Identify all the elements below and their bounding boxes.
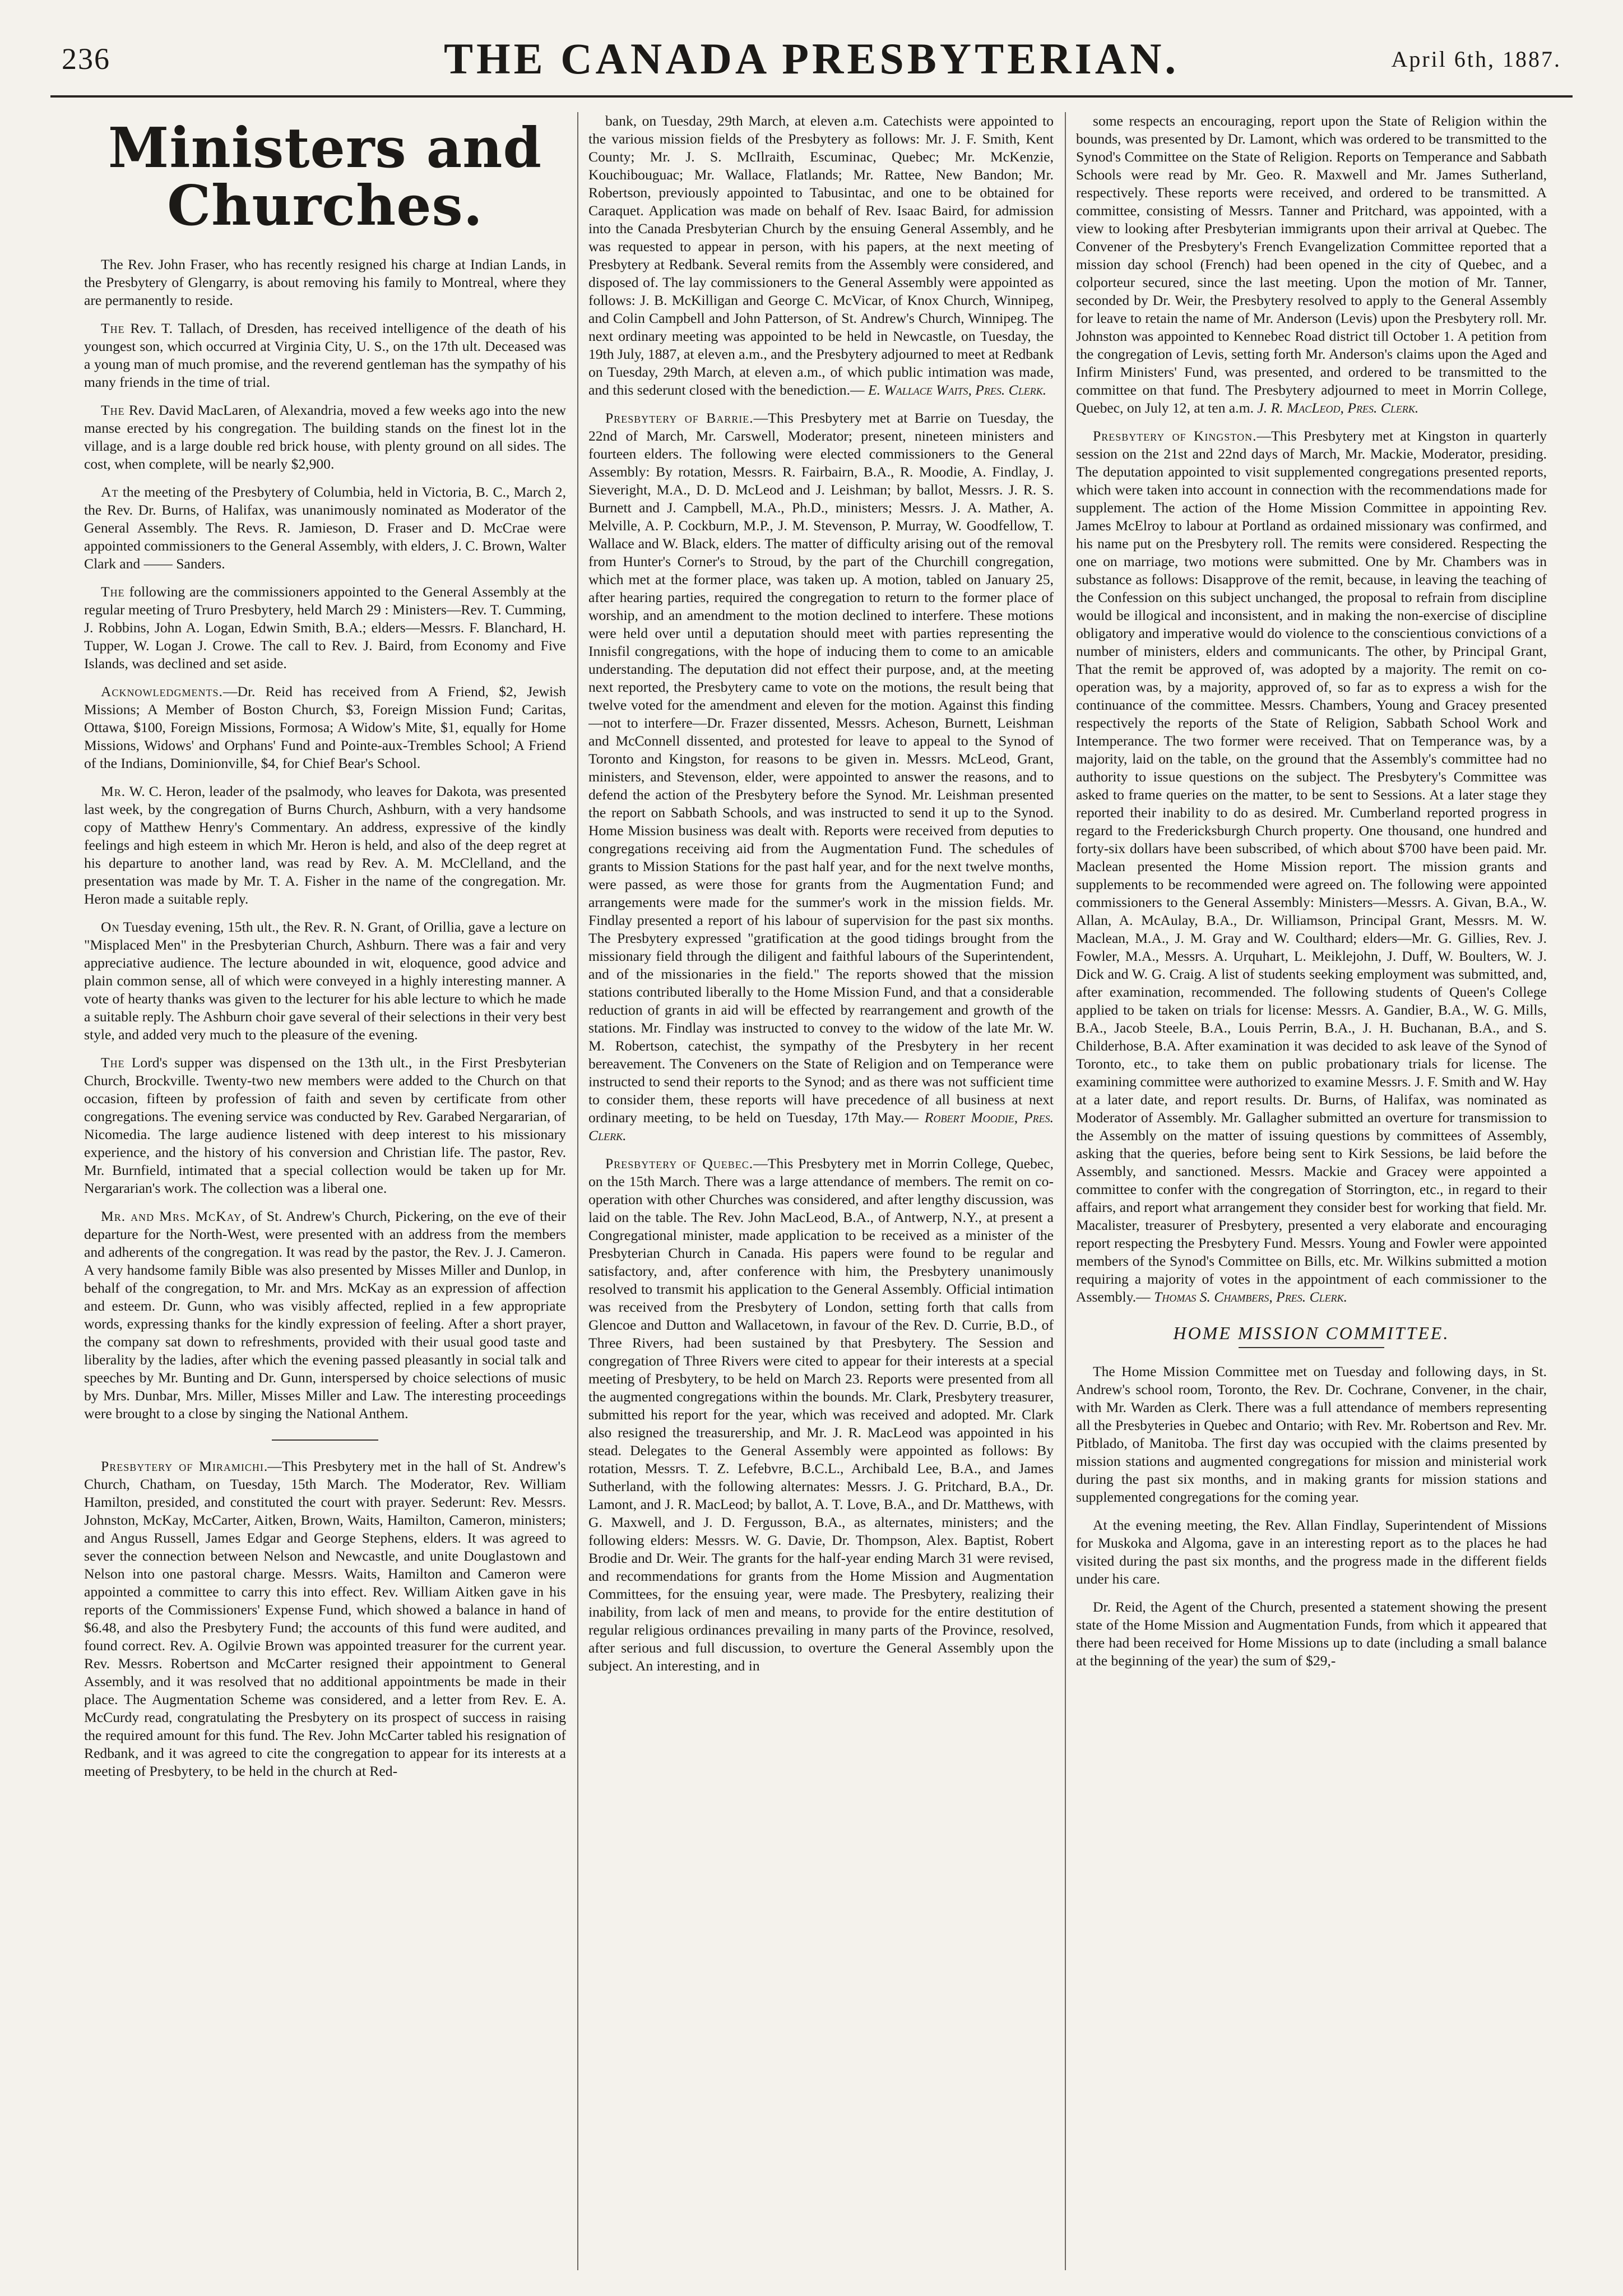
paragraph-text: Dr. Reid, the Agent of the Church, presented a statement showing the present state of the Home Mission and Augmentation Funds, from which it appeared that there had been received for Home Missions up to date (including a small balance at the beginning of the year) the sum of $29,- [1076, 1599, 1547, 1669]
column-divider [1065, 112, 1066, 2270]
column-1 [84, 112, 566, 2276]
news-paragraph [1076, 427, 1547, 1306]
news-paragraph [84, 783, 566, 908]
news-paragraph [84, 1054, 566, 1197]
paragraph-text: .—This Presbytery met in the hall of St. Andrew's Church, Chatham, on Tuesday, 15th March. The Moderator, Rev. William Hamilton, presided, and constituted the court with prayer. Sederunt: Rev. Messrs. Johnston, McKay, McCarter, Aitken, Brown, Waits, Hamilton, Cameron, ministers; and Angus Russell, James Edgar and George Stephens, elders. It was agreed to sever the connection between Nelson and Newcastle, and unite Douglastown and Nelson into one pastoral charge. Messrs. Waits, Hamilton and Cameron were appointed a committee to carry this into effect. Rev. William Aitken gave in his reports of the Commissioners' Expense Fund, which showed a balance in hand of $6.48, and also the Presbytery Fund; the accounts of this fund were audited, and found correct. Rev. A. Ogilvie Brown was appointed treasurer for the current year. Rev. Messrs. Robertson and McCarter resigned their appointment to General Assembly, and it was resolved that no additional appointments be made in their place. The Augmentation Scheme was considered, and a letter from Rev. E. A. McCurdy read, congratulating the Presbytery on its prospect of success in raising the required amount for this fund. The Rev. John McCarter tabled his resignation of Redbank, and it was agreed to cite the congregation to appear for its interests at a meeting of Presbytery, to be held in the church at Red- [84, 1457, 566, 1779]
paragraph-text: the meeting of the Presbytery of Columbia, held in Victoria, B. C., March 2, the Rev. Dr. Burns, of Halifax, was unanimously nominated as Moderator of the General Assembly. The Revs. R. Jamieson, D. Fraser and D. McCrae were appointed commissioners to the General Assembly, with elders, J. C. Brown, Walter Clark and —— Sanders. [84, 483, 566, 572]
column-2 [588, 112, 1054, 2276]
column-3 [1076, 112, 1547, 2276]
paragraph-lead: Presbytery of Miramichi [101, 1457, 264, 1474]
issue-date: April 6th, 1887. [1391, 47, 1561, 72]
paragraph-text: some respects an encouraging, report upon the State of Religion within the bounds, was presented by Dr. Lamont, which was ordered to be transmitted to the Synod's Committee on the State of Religion. Reports on Temperance and Sabbath Schools were read by Mr. Geo. R. Maxwell and Mr. James Sutherland, respectively. These reports were received, and ordered to be transmitted. A committee, consisting of Messrs. Tanner and Pritchard, was appointed, with a view to looking after Presbyterian immigrants upon their arrival at Quebec. The Convener of the Presbytery's French Evangelization Committee reported that a mission day school (French) had been opened in the city of Quebec, and a colporteur secured, since the last meeting. Upon the motion of Mr. Tanner, seconded by Dr. Weir, the Presbytery resolved to apply to the General Assembly for leave to retain the name of Mr. Anderson (Levis) upon the Presbytery roll. Mr. Johnston was appointed to Kennebec Road district till October 1. A petition from the congregation of Levis, setting forth Mr. Anderson's claims upon the Aged and Infirm Ministers' Fund, was presented, and ordered to be transmitted to the committee on that fund. The Presbytery adjourned to meet in Morrin College, Quebec, on July 12, at ten a.m. [1076, 113, 1547, 416]
paragraph-lead: The [101, 1054, 125, 1071]
paragraph-text: The Home Mission Committee met on Tuesday and following days, in St. Andrew's school room, Toronto, the Rev. Dr. Cochrane, Convener, in the chair, with Mr. Warden as Clerk. There was a full attendance of members representing all the Presbyteries in Quebec and Ontario; with Rev. Mr. Robertson and Rev. Mr. Pitblado, of Manitoba. The first day was occupied with the claims presented by mission stations and augmented congregations for mission and ministerial work during the past six months, and in making grants for mission stations and supplemented congregations for the coming year. [1076, 1363, 1547, 1505]
paragraph-text: Rev. T. Tallach, of Dresden, has received intelligence of the death of his youngest son, which occurred at Virginia City, U. S., on the 17th ult. Deceased was a young man of much promise, and the reverend gentleman has the sympathy of his many friends in the time of trial. [84, 320, 566, 390]
news-paragraph [84, 483, 566, 573]
news-paragraph [588, 1155, 1054, 1675]
paragraph-text: following are the commissioners appointed to the General Assembly at the regular meeting of Truro Presbytery, held March 29 : Ministers—Rev. T. Cumming, J. Robbins, John A. Logan, Edwin Smith, B.A.; elders—Messrs. F. Blanchard, H. Tupper, W. Logan J. Crowe. The call to Rev. J. Baird, from Economy and Five Islands, was declined and set aside. [84, 583, 566, 672]
paragraph-text: bank, on Tuesday, 29th March, at eleven a.m. Catechists were appointed to the various mission fields of the Presbytery as follows: Mr. J. F. Smith, Kent County; Mr. J. S. McIlraith, Escuminac, Quebec; Mr. McKenzie, Kouchibouguac; Mr. Wallace, Flatlands; Mr. Rattee, New Bandon; Mr. Robertson, previously appointed to Tabusintac, and one to be obtained for Caraquet. Application was made on behalf of Rev. Isaac Baird, for admission into the Canada Presbyterian Church by the ensuing General Assembly, and he was requested to appear in person, with his papers, at the next meeting of Presbytery at Redbank. Several remits from the Assembly were considered, and disposed of. The lay commissioners to the General Assembly were appointed as follows: J. B. McKilligan and George C. McVicar, of Knox Church, Winnipeg, and Colin Campbell and John Patterson, of St. Andrew's Church, Winnipeg. The next ordinary meeting was appointed to be held in Newcastle, on Tuesday, the 19th July, 1887, at eleven a.m., and the Presbytery adjourned to meet at Redbank on Tuesday, 29th March, at eleven a.m., of which public intimation was made, and this sederunt closed with the benediction.— [588, 113, 1054, 398]
news-paragraph [84, 1457, 566, 1780]
clerk-signature: J. R. MacLeod, Pres. Clerk. [1257, 400, 1419, 416]
paragraph-text: —This Presbytery met at Kingston in quarterly session on the 21st and 22nd days of March, Mr. Mackie, Moderator, presiding. The deputation appointed to visit supplemented congregations presented reports, which were taken into account in connection with the recommendations made for supplement. The action of the Home Mission Committee in appointing Rev. James McElroy to labour at Portland as ordained missionary was confirmed, and his name put on the Presbytery roll. The remits were considered. Respecting the one on marriage, two motions were submitted. One by Mr. Chambers was in substance as follows: Disapprove of the remit, because, in leaving the teaching of the Confession on this subject unchanged, the proposal to refrain from discipline would be illogical and inconsistent, and in making the non-exercise of discipline obligatory and imperative would do violence to the conscientious convictions of a number of ministers, elders and communicants. The other, by Principal Grant, That the remit be approved of, was adopted by a majority. The remit on co-operation was, by a majority, approved of, so far as to express a wish for the continuance of the committee. Messrs. Chambers, Young and Gracey presented respectively the reports of the State of Religion, Sabbath School Work and Intemperance. The two former were received. That on Temperance was, by a majority, laid on the table, on the ground that the Assembly's committee had no authority to issue questions on the subject. The Presbytery's Committee was asked to frame queries on the matter, to be sent to Sessions. At a later stage they reported their inability to do as desired. Mr. Cumberland reported progress in regard to the Fredericksburgh Church property. One thousand, one hundred and forty-six dollars have been subscribed, of which about $700 have been paid. Mr. Maclean presented the Home Mission report. The mission grants and supplements to be recommended were agreed on. The following were appointed commissioners to the General Assembly: Ministers—Messrs. A. Givan, B.A., W. Allan, A. McAulay, B.A., Dr. Williamson, Principal Grant, Messrs. M. W. Maclean, M.A., J. M. Gray and W. Coulthard; elders—Mr. G. Gillies, Rev. J. Fowler, M.A., Messrs. A. Urquhart, L. Meiklejohn, J. Duff, W. Boulters, W. J. Dick and W. G. Craig. A list of students seeking employment was submitted, and, after examination, recommended. The following students of Queen's College applied to be taken on trials for license: Messrs. A. Gandier, B.A., W. G. Mills, B.A., Jacob Steele, B.A., Louis Perrin, B.A., J. H. Buchanan, B.A., and S. Childerhose, B.A. After examination it was decided to ask leave of the Synod of Toronto, etc., to take them on public probationary trials for license. The examining committee were authorized to examine Messrs. J. F. Smith and W. Hay at a later date, and report results. Dr. Burns, of Halifax, was nominated as Moderator of Assembly. Mr. Gallagher submitted an overture for transmission to the Assembly on the matter of issuing questions by committees of Assembly, asking that the queries, before being sent to Kirk Sessions, be laid before the Assembly, and sanctioned. Messrs. Mackie and Gracey were appointed a committee to confer with the congregation of Storrington, etc., in regard to their affairs, and report what arrangement they consider best for working that field. Mr. Macalister, treasurer of Presbytery, presented a very elaborate and encouraging report respecting the Presbytery Fund. Messrs. Young and Fowler were appointed members of the Synod's Committee on Bills, etc. Mr. Wilkins submitted a motion requiring a majority of votes in the appointment of each commissioner to the Assembly.— [1076, 428, 1547, 1305]
paragraph-lead: Presbytery of Quebec. [605, 1155, 754, 1172]
paragraph-text: —This Presbytery met at Barrie on Tuesday, the 22nd of March, Mr. Carswell, Moderator; present, nineteen ministers and fourteen elders. The following were elected commissioners to the General Assembly: By rotation, Messrs. R. Fairbairn, B.A., R. Moodie, A. Findlay, J. Sieveright, M.A., D. D. McLeod and J. Leishman; by ballot, Messrs. J. R. S. Burnett and J. Campbell, M.A., Ph.D., ministers; Messrs. J. A. Mather, A. Melville, A. P. Cockburn, M.P., J. M. Stevenson, P. Murray, W. Goodfellow, T. Wallace and W. Black, elders. The matter of difficulty arising out of the removal from Hunter's Corner's to Stroud, by the part of the Churchill congregation, which met at the former place, was taken up. A motion, tabled on January 25, after hearing parties, required the congregation to return to the former place of worship, and an amendment to the motion declined to interfere. These motions were held over until a deputation should meet with parties representing the Innisfil congregations, with the hope of inducing them to come to an amicable understanding. The deputation did not effect their purpose, and, at the meeting next reported, the Presbytery came to vote on the motions, the result being that twelve voted for the amendment and eleven for the motion. Against this finding—not to interfere—Dr. Frazer dissented, Messrs. Acheson, Burnett, Leishman and McConnell dissented, and protested for leave to appeal to the Synod of Toronto and Kingston, for reasons to be given in. Messrs. McLeod, Grant, ministers, and Stevenson, elder, were appointed to answer the reasons, and to defend the action of the Presbytery before the Synod. Mr. Leishman presented the report on Sabbath Schools, and was instructed to send it up to the Synod. Home Mission business was dealt with. Reports were received from deputies to congregations receiving aid from the Augmentation Fund. The schedules of grants to Mission Stations for the past half year, and for the next twelve months, were passed, as were those for grants from the Augmentation Fund; and arrangements were made for the summer's work in the mission fields. Mr. Findlay presented a report of his labour of supervision for the past six months. The Presbytery expressed "gratification at the good tidings brought from the missionary field through the diligent and faithful labours of the Superintendent, and of the missionaries in the field." The reports showed that the mission stations contributed liberally to the Home Mission Fund, and that a considerable reduction of grants in aid will be effected by rearrangement and growth of the stations. Mr. Findlay was instructed to convey to the widow of the late Mr. W. M. Robertson, catechist, the sympathy of the Presbytery in her recent bereavement. The Conveners on the State of Religion and on Temperance were instructed to send their reports to the Synod; and as there was not sufficient time to consider them, these reports will have precedence of all business at next ordinary meeting, to be held on Tuesday, 17th May.— [588, 410, 1054, 1126]
news-paragraph [84, 320, 566, 391]
paragraph-lead: The [101, 401, 125, 418]
subsection-heading [1076, 1323, 1547, 1348]
paragraph-lead: Presbytery of Kingston. [1093, 428, 1257, 444]
paragraph-lead: Mr. and Mrs. McKay, [101, 1207, 246, 1224]
subsection-rule [1239, 1347, 1384, 1348]
page-number: 236 [62, 42, 110, 76]
paragraph-text: —This Presbytery met in Morrin College, Quebec, on the 15th March. There was a large attendance of members. The remit on co-operation with other Churches was considered, and after lengthy discussion, was laid on the table. The Rev. John MacLeod, B.A., of Antwerp, N.Y., at present a Congregational minister, made application to be received as a minister of the Presbyterian Church in Canada. His papers were found to be regular and satisfactory, and, after conference with him, the Presbytery unanimously resolved to transmit his application to the General Assembly. Official intimation was received from the Presbytery of London, setting forth that calls from Glencoe and Dutton and Wallacetown, in favour of the Rev. D. Currie, B.D., of Three Rivers, had been sustained by that Presbytery. The Session and congregation of Three Rivers were cited to appear for their interests at a special meeting of Presbytery, to be held on March 23. Reports were presented from all the augmented congregations within the bounds. Mr. Clark, Presbytery treasurer, submitted his report for the year, which was received and adopted. Mr. Clark also resigned the treasurership, and Mr. J. R. MacLeod was appointed in his stead. Delegates to the General Assembly were appointed as follows: By rotation, Messrs. T. Z. Lefebvre, B.C.L., Archibald Lee, B.A., and James Sutherland, with the following alternates: Messrs. J. G. Pritchard, B.A., Dr. Lamont, and J. R. MacLeod; by ballot, A. T. Love, B.A., and Dr. Matthews, with G. Maxwell, and J. D. Fergusson, B.A., as alternates, ministers; and the following elders: Messrs. W. G. Davie, Dr. Thompson, Alex. Baptist, Robert Brodie and Dr. Weir. The grants for the half-year ending March 31 were revised, and recommendations for grants from the Home Mission and Augmentation Committees, for the ensuing year, were made. The Presbytery, realizing their inability, from lack of men and means, to provide for the entire destitution of regular religious ordinances prevailing in many parts of the Province, resolved, after serious and full discussion, to overture the General Assembly upon the subject. An interesting, and in [588, 1155, 1054, 1674]
news-paragraph [588, 112, 1054, 399]
news-paragraph [84, 1207, 566, 1423]
section-title: Ministers and Churches. [108, 116, 542, 238]
masthead-rule [50, 95, 1573, 98]
news-paragraph [1076, 1516, 1547, 1588]
paragraph-lead: At [101, 483, 119, 500]
paragraph-lead: On [101, 918, 120, 935]
paragraph-text: At the evening meeting, the Rev. Allan Findlay, Superintendent of Missions for Muskoka and Algoma, gave in an interesting report as to the places he had visited during the past six months, and the progress made in the different fields under his care. [1076, 1517, 1547, 1587]
paragraph-text: The Rev. John Fraser, who has recently resigned his charge at Indian Lands, in the Presbytery of Glengarry, is about removing his family to Montreal, where they are permanently to reside. [84, 256, 566, 308]
clerk-signature: E. Wallace Waits, Pres. Clerk. [868, 382, 1047, 398]
newspaper-title: THE CANADA PRESBYTERIAN. [443, 34, 1180, 83]
news-paragraph [588, 409, 1054, 1145]
section-separator [272, 1439, 378, 1441]
paragraph-text: of St. Andrew's Church, Pickering, on the eve of their departure for the North-West, were presented with an address from the members and adherents of the congregation. It was read by the pastor, the Rev. J. J. Cameron. A very handsome family Bible was also presented by Misses Miller and Dunlop, in behalf of the congregation, to Mr. and Mrs. McKay as an expression of affection and esteem. Dr. Gunn, who was visibly affected, replied in a few appropriate words, expressing thanks for the kindly expression of feeling. After a short prayer, the company sat down to refreshments, provided with their usual good taste and liberality by the ladies, after which the evening passed pleasantly in social talk and speeches by Mr. Bunting and Dr. Gunn, interspersed by choice selections of music by Mrs. Dunbar, Mrs. Miller, Misses Miller and Law. The interesting proceedings were brought to a close by singing the National Anthem. [84, 1207, 566, 1422]
news-paragraph [84, 918, 566, 1044]
clerk-signature: Thomas S. Chambers, Pres. Clerk. [1154, 1289, 1348, 1305]
paragraph-lead: Presbytery of Barrie. [605, 410, 754, 426]
news-paragraph [84, 583, 566, 673]
clerk-signature: Robert Moodie, Pres. Clerk. [588, 1109, 1054, 1144]
paragraph-lead: The [101, 320, 125, 336]
news-paragraph [84, 401, 566, 473]
paragraph-text: Rev. David MacLaren, of Alexandria, moved a few weeks ago into the new manse erected by his congregation. The building stands on the finest lot in the village, and is a large double red brick house, with plenty ground on all sides. The cost, when complete, will be nearly $2,900. [84, 401, 566, 472]
paragraph-lead: Mr. [101, 783, 126, 799]
news-paragraph [84, 256, 566, 309]
paragraph-lead: The [101, 583, 125, 600]
news-paragraph [84, 683, 566, 772]
paragraph-text: —Dr. Reid has received from A Friend, $2, Jewish Missions; A Member of Boston Church, $3, Foreign Mission Fund; Caritas, Ottawa, $100, Foreign Missions, Formosa; A Widow's Mite, $1, equally for Home Missions, Widows' and Orphans' Fund and Pointe-aux-Trembles School; A Friend of the Indians, Dominionville, $4, for Chief Bear's School. [84, 683, 566, 771]
paragraph-lead: Acknowledgments. [101, 683, 223, 700]
paragraph-text: Lord's supper was dispensed on the 13th ult., in the First Presbyterian Church, Brockville. Twenty-two new members were added to the Church on that occasion, fifteen by profession of faith and seven by certificate from other congregations. The evening service was conducted by Rev. Garabed Nergararian, of Nicomedia. The large audience listened with deep interest to his missionary experience, and the history of his conversion and Christian life. The pastor, Rev. Mr. Burnfield, intimated that a special collection would be taken up for Mr. Nergararian's work. The collection was a liberal one. [84, 1054, 566, 1196]
paragraph-text: Tuesday evening, 15th ult., the Rev. R. N. Grant, of Orillia, gave a lecture on "Misplaced Men" in the Presbyterian Church, Ashburn. There was a fair and very appreciative audience. The lecture abounded in wit, eloquence, good advice and plain common sense, all of which were conveyed in a highly interesting manner. A vote of hearty thanks was given to the lecturer for his able lecture to which he made a suitable reply. The Ashburn choir gave several of their selections in their very best style, and added very much to the pleasure of the evening. [84, 918, 566, 1043]
subsection-heading-text: HOME MISSION COMMITTEE. [1173, 1323, 1450, 1343]
news-paragraph [1076, 1598, 1547, 1670]
news-paragraph [1076, 112, 1547, 417]
column-divider [577, 112, 578, 2270]
news-paragraph [1076, 1363, 1547, 1506]
masthead [62, 29, 1561, 91]
paragraph-text: W. C. Heron, leader of the psalmody, who leaves for Dakota, was presented last week, by the congregation of Burns Church, Ashburn, with a very handsome copy of Matthew Henry's Commentary. An address, expressive of the kindly feelings and high esteem in which Mr. Heron is held, and also of the deep regret at his departure to another land, was read by Rev. A. M. McClelland, and the presentation was made by Mr. T. A. Fisher in the name of the congregation. Mr. Heron made a suitable reply. [84, 783, 566, 907]
